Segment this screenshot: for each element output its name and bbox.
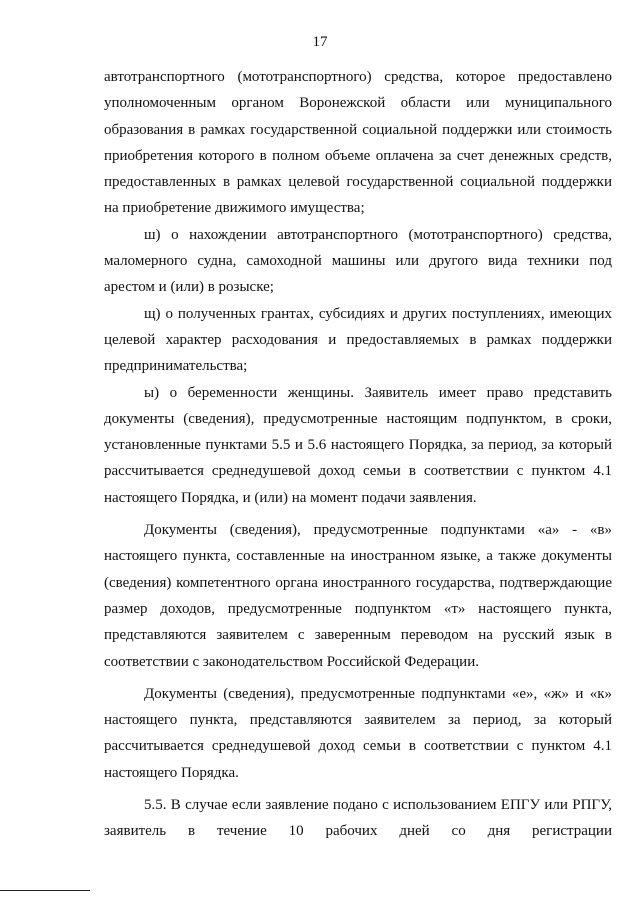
paragraph-income-period: Документы (сведения), предусмотренные подпунктами «е», «ж» и «к» настоящего пункта, представляются заявителем за период, за который рассчитывается среднедушевой доход семьи в соответствии с пунктом 4.1 настоящего Порядка. <box>104 685 612 781</box>
paragraph-5-5: 5.5. В случае если заявление подано с использованием ЕПГУ или РПГУ, заявитель в течение 10 рабочих дней со дня регистрации <box>104 797 612 840</box>
paragraph-y-pregnancy: ы) о беременности женщины. Заявитель имеет право представить документы (сведения), предусмотренные настоящим подпунктом, в сроки, установленные пунктами 5.5 и 5.6 настоящего Порядка, за период, за который рассчитывается среднедушевой доход семьи в соответствии с пунктом 4.1 настоящего Порядка, и (или) на момент подачи заявления. <box>104 384 612 506</box>
paragraph-sha-arrest: ш) о нахождении автотранспортного (мототранспортного) средства, маломерного судна, самоходной машины или другого вида техники под арестом и (или) в розыске; <box>104 226 612 296</box>
document-body <box>104 64 612 845</box>
paragraph-foreign-documents: Документы (сведения), предусмотренные подпунктами «а» - «в» настоящего пункта, составленные на иностранном языке, а также документы (сведения) компетентного органа иностранного государства, подтверждающие размер доходов, предусмотренные подпунктом «т» настоящего пункта, представляются заявителем с заверенным переводом на русский язык в соответствии с законодательством Российской Федерации. <box>104 522 612 670</box>
page-number: 17 <box>312 34 328 50</box>
footer-rule <box>0 890 90 891</box>
paragraph-vehicle-support: автотранспортного (мототранспортного) средства, которое предоставлено уполномоченным органом Воронежской области или муниципального образования в рамках государственной социальной поддержки или стоимость приобретения которого в полном объеме оплачена за счет денежных средств, предоставленных в рамках целевой государственной социальной поддержки на приобретение движимого имущества; <box>104 69 612 217</box>
paragraph-shcha-grants: щ) о полученных грантах, субсидиях и других поступлениях, имеющих целевой характер расходования и предоставляемых в рамках поддержки предпринимательства; <box>104 305 612 375</box>
